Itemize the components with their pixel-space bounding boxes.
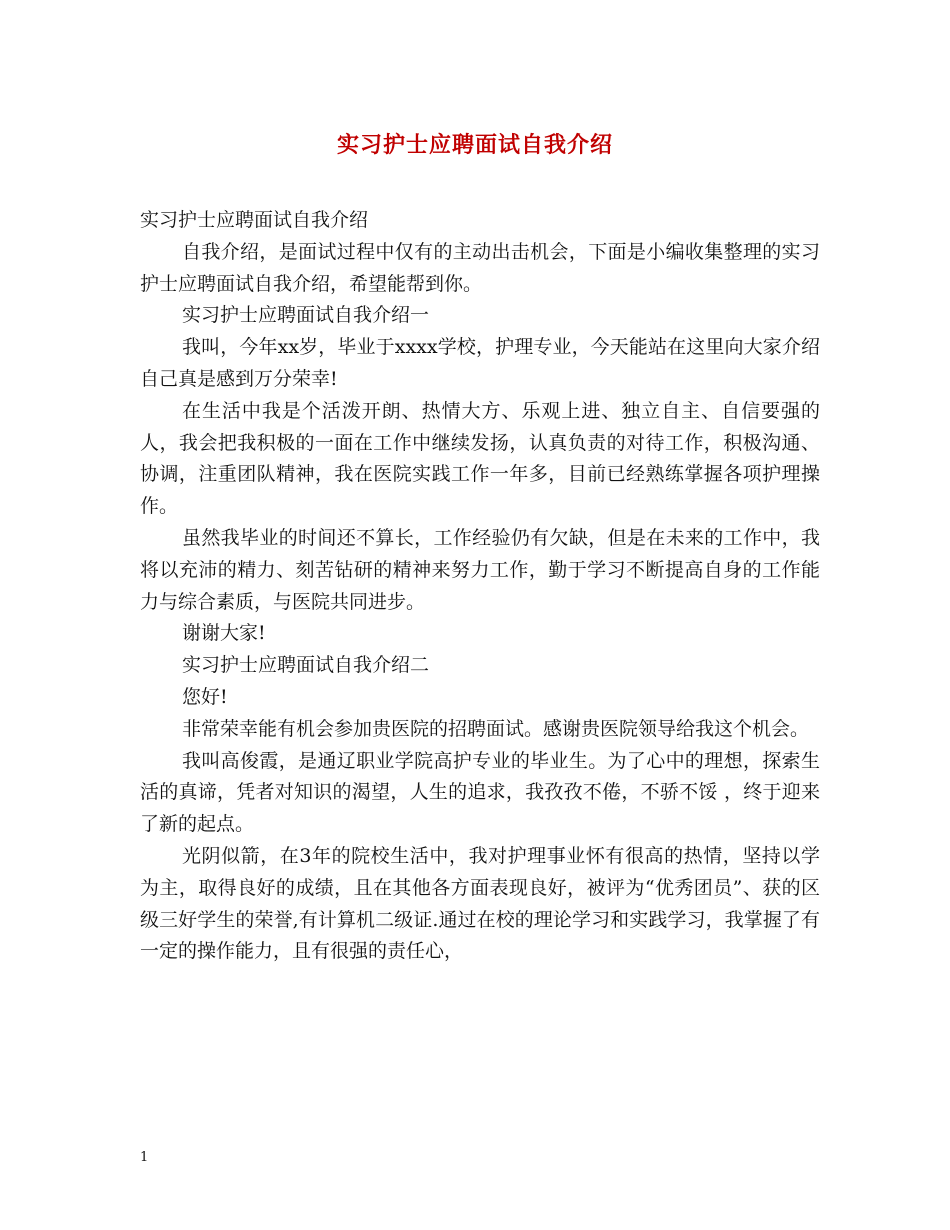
- paragraph: 我叫高俊霞，是通辽职业学院高护专业的毕业生。为了心中的理想，探索生活的真谛，凭者对知识的渴望，人生的追求，我孜孜不倦，不骄不馁 ，终于迎来了新的起点。: [140, 749, 820, 836]
- paragraph: 在生活中我是个活泼开朗、热情大方、乐观上进、独立自主、自信要强的人，我会把我积极的一面在工作中继续发扬，认真负责的对待工作，积极沟通、协调，注重团队精神，我在医院实践工作一年多，目前已经熟练掌握各项护理操作。: [140, 399, 820, 518]
- paragraph: 我叫，今年xx岁，毕业于xxxx学校，护理专业，今天能站在这里向大家介绍自己真是感到万分荣幸!: [140, 336, 820, 390]
- paragraph: 虽然我毕业的时间还不算长，工作经验仍有欠缺，但是在未来的工作中，我将以充沛的精力、刻苦钻研的精神来努力工作，勤于学习不断提高自身的工作能力与综合素质，与医院共同进步。: [140, 526, 820, 613]
- document-body: [140, 205, 820, 968]
- paragraph: 您好!: [182, 685, 228, 708]
- paragraph: 实习护士应聘面试自我介绍: [140, 209, 369, 231]
- paragraph: 谢谢大家!: [182, 622, 266, 645]
- paragraph: 自我介绍，是面试过程中仅有的主动出击机会，下面是小编收集整理的实习护士应聘面试自我介绍，希望能帮到你。: [140, 240, 820, 295]
- section-heading: 实习护士应聘面试自我介绍二: [182, 654, 430, 677]
- paragraph: 光阴似箭，在3年的院校生活中，我对护理事业怀有很高的热情，坚持以学为主，取得良好的成绩，且在其他各方面表现良好，被评为“优秀团员”、获的区级三好学生的荣誉,有计算机二级证.通过在校的理论学习和实践学习，我掌握了有一定的操作能力，且有很强的责任心，: [140, 844, 820, 963]
- document-title: 实习护士应聘面试自我介绍: [336, 132, 613, 158]
- paragraph: 非常荣幸能有机会参加贵医院的招聘面试。感谢贵医院领导给我这个机会。: [182, 717, 810, 740]
- section-heading: 实习护士应聘面试自我介绍一: [182, 304, 430, 327]
- page-number: 1: [140, 1150, 149, 1165]
